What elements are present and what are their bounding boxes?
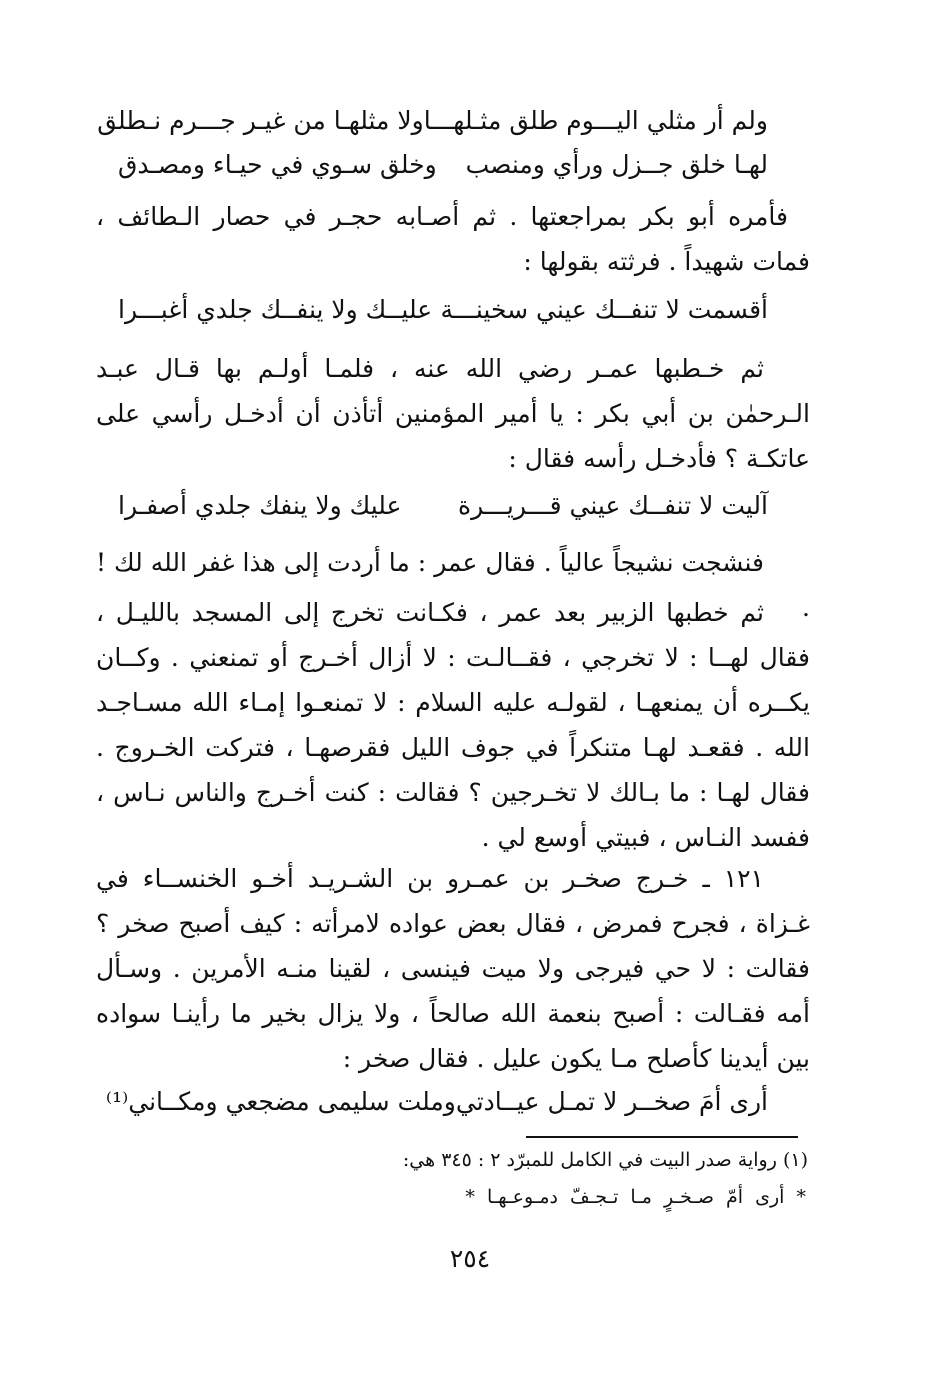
verse-first-hemistich: لهـا خلق جــزل ورأي ومنصب — [465, 150, 768, 179]
paragraph: ١٢١ ـ خـرج صخـر بن عمـرو بن الشـريـد أخـو الخنســاء في غـزاة ، فجرح فمرض ، فقال بعض عواده لامرأته : كيف أصبح صخر ؟ فقالت : لا حي فيرجى ولا ميت فينسى ، لقينا منـه الأمرين . وسـأل أمه فقـالت : أصبح بنعمة الله صالحاً ، ولا يزال بخير ما رأينـا سواده بين أيدينا كأصلح مـا يكون عليل . فقال صخر : — [96, 864, 810, 1073]
verse-line — [118, 484, 768, 528]
paragraph: فأمره أبو بكر بمراجعتها . ثم أصـابه حجـر في حصار الـطائف ، فمات شهيداً . فرثته بقولها : — [96, 202, 810, 276]
verse-second-hemistich: وخلق سـوي في حيـاء ومصـدق — [118, 150, 437, 179]
footnote-line: (١) رواية صدر البيت في الكامل للمبرّد ٢ : ٣٤٥ هي: — [402, 1149, 808, 1171]
verse-line — [105, 1080, 768, 1124]
paragraph: ثم خطبها الزبير بعد عمر ، فكـانت تخرج إلى المسجد بالليـل ، فقال لهــا : لا تخرجي ، فقــالـت : لا أزال أخـرج أو تمنعني . وكــان يكــره أن يمنعهـا ، لقولـه عليه السلام : لا تمنعـوا إمـاء الله مسـاجـد الله . فقعـد لهـا متنكراً في جوف الليل فقرصهـا ، فتركت الخـروج . فقال لهـا : ما بـالك لا تخـرجين ؟ فقالت : كنت أخـرج والناس نـاس ، ففسد النـاس ، فبيتي أوسع لي . — [96, 598, 810, 852]
paragraph: فنشجت نشيجاً عالياً . فقال عمر : ما أردت إلى هذا غفر الله لك ! . — [96, 548, 810, 622]
verse-second-hemistich: وملت سليمى مضجعي ومكــاني⁽¹⁾ — [105, 1087, 456, 1116]
verse-line — [97, 99, 768, 143]
footnote-divider — [526, 1136, 798, 1138]
verse-first-hemistich: ولم أر مثلي اليـــوم طلق مثـلهـــا — [423, 106, 768, 135]
verse-line — [118, 143, 768, 187]
verse-first-hemistich: آليت لا تنفــك عيني قـــريـــرة — [458, 491, 768, 520]
verse-line — [118, 288, 768, 332]
verse-first-hemistich: أرى أمَ صخــر لا تمـل عيــادتي — [455, 1087, 768, 1116]
verse-second-hemistich: عليــك ولا ينفــك جلدي أغبـــرا — [118, 295, 433, 324]
verse-second-hemistich: ولا مثلهـا من غيـر جـــرم نـطلق — [97, 106, 424, 135]
verse-second-hemistich: عليك ولا ينفك جلدي أصفـرا — [118, 491, 402, 520]
page-number: ٢٥٤ — [449, 1244, 491, 1273]
paragraph: ثم خـطبها عمـر رضي الله عنه ، فلمـا أولـم بها قـال عبـد الـرحمٰن بن أبي بكر : يا أمير المؤمنين أتأذن أن أدخـل رأسي على عاتكـة ؟ فأدخـل رأسه فقال : — [96, 354, 810, 473]
verse-first-hemistich: أقسمت لا تنفــك عيني سخينـــة — [440, 295, 768, 324]
footnote-line: * أرى أمّ صـخـرٍ مـا تـجـفّ دمـوعـهـا * — [465, 1186, 806, 1208]
